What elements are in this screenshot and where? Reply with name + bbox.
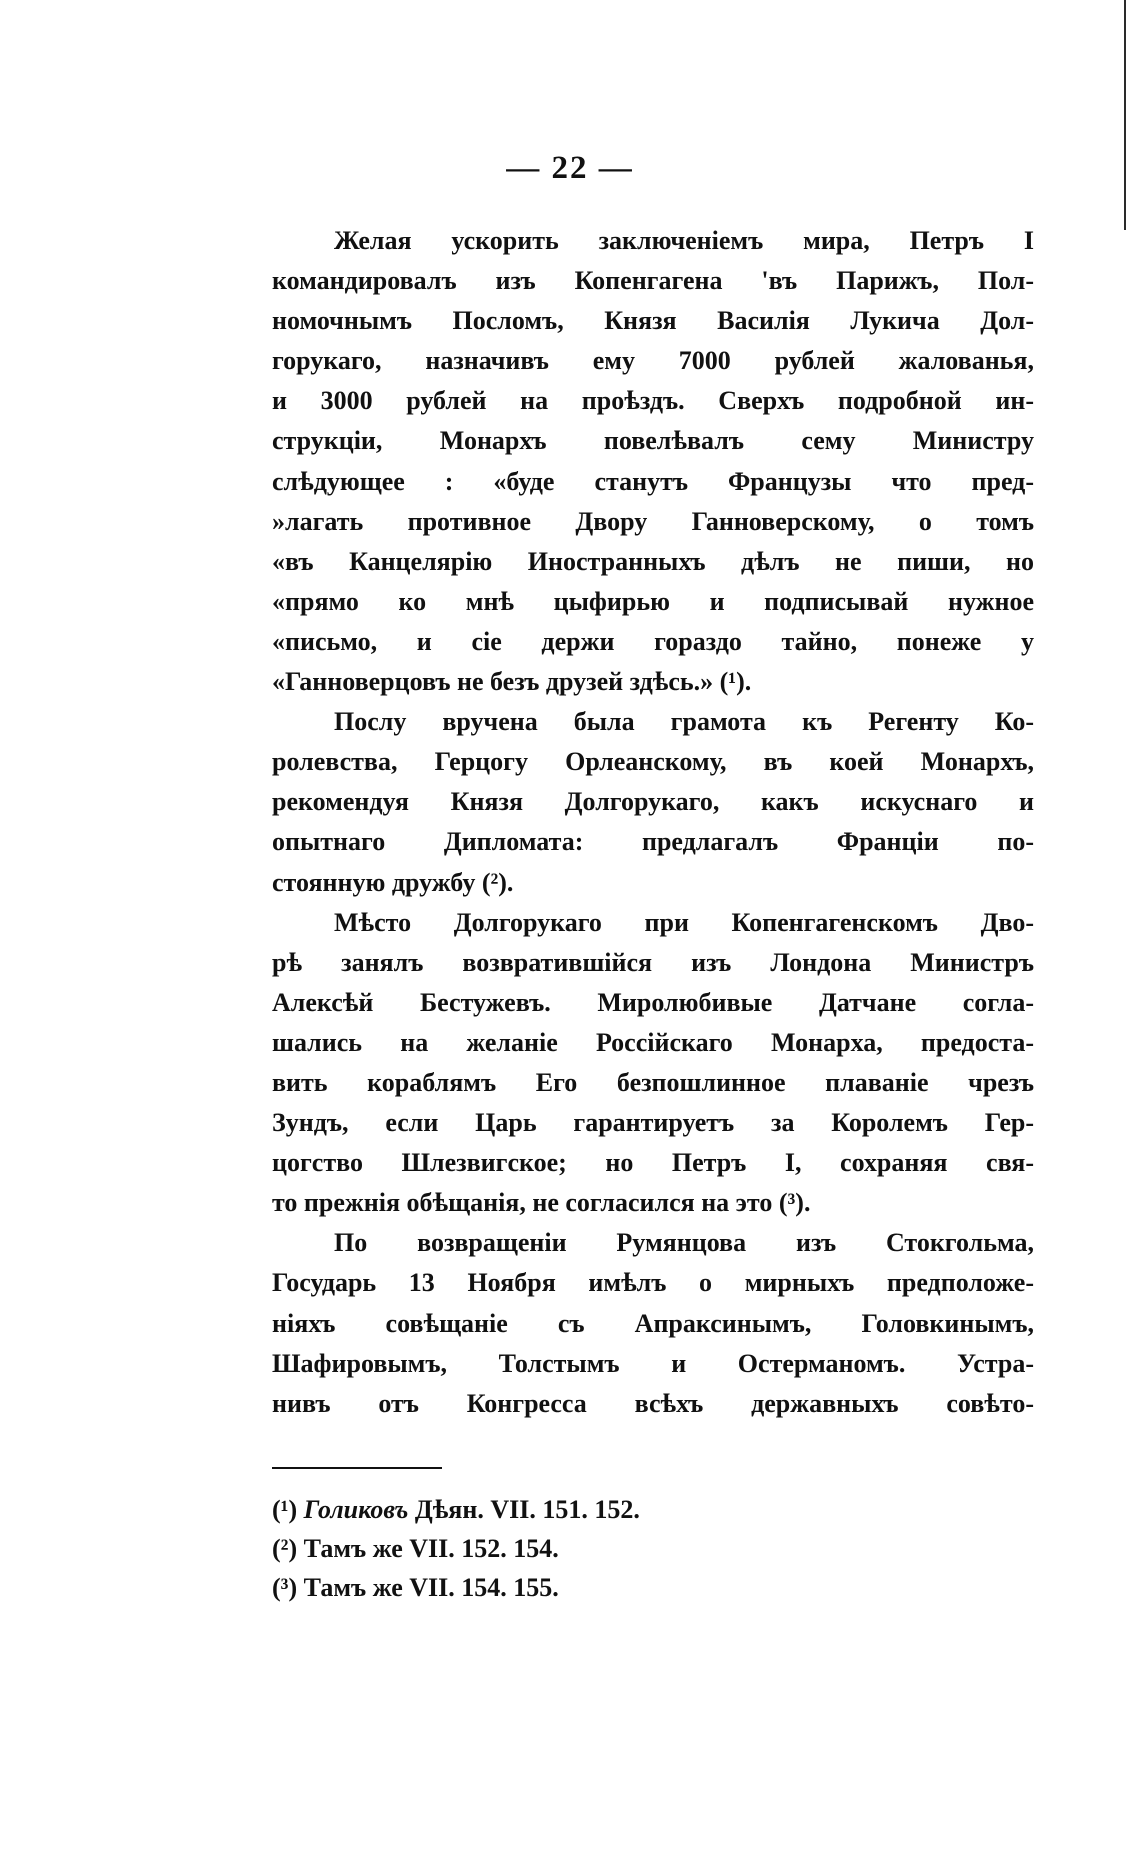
text-line: Зундъ, если Царь гарантируетъ за Королемъ Гер- bbox=[272, 1108, 1034, 1138]
text-line: Алексѣй Бестужевъ. Миролюбивые Датчане согла- bbox=[272, 987, 1034, 1017]
footnotes bbox=[272, 1490, 872, 1607]
text-line: рекомендуя Князя Долгорукаго, какъ искуснаго и bbox=[272, 787, 1034, 817]
text-line: «письмо, и сіе держи гораздо тайно, понеже у bbox=[272, 626, 1034, 656]
text-line: Мѣсто Долгорукаго при Копенгагенскомъ Дво- bbox=[334, 907, 1034, 937]
text-line: нивъ отъ Конгресса всѣхъ державныхъ совѣто- bbox=[272, 1388, 1034, 1418]
text-line: слѣдующее : «буде станутъ Французы что пред- bbox=[272, 466, 1034, 496]
text-line: «Ганноверцовъ не безъ друзей здѣсь.» (¹). bbox=[272, 667, 752, 697]
text-line: Послу вручена была грамота къ Регенту Ко- bbox=[334, 707, 1034, 737]
footnote-text: Дѣян. VII. 151. 152. bbox=[414, 1495, 640, 1524]
scan-edge-line bbox=[1124, 0, 1126, 230]
paragraph-2 bbox=[272, 702, 1034, 902]
text-line: Желая ускорить заключеніемъ мира, Петръ I bbox=[334, 226, 1034, 255]
text-line: Шафировымъ, Толстымъ и Остерманомъ. Устра- bbox=[272, 1348, 1034, 1378]
text-line: командировалъ изъ Копенгагена 'въ Парижъ, Пол- bbox=[272, 266, 1034, 296]
text-line: «прямо ко мнѣ цыфирью и подписывай нужное bbox=[272, 586, 1034, 616]
text-line: струкціи, Монархъ повелѣвалъ сему Министру bbox=[272, 426, 1034, 456]
footnote-mark: (³) bbox=[272, 1573, 298, 1602]
page-number: — 22 — bbox=[506, 150, 634, 186]
footnote-divider bbox=[272, 1467, 442, 1469]
footnote-mark: (²) bbox=[272, 1534, 298, 1563]
footnote-author: Голиковъ bbox=[303, 1495, 409, 1524]
text-line: и 3000 рублей на проѣздъ. Сверхъ подробной ин- bbox=[272, 386, 1034, 416]
text-line: ніяхъ совѣщаніе съ Апраксинымъ, Головкинымъ, bbox=[272, 1308, 1034, 1338]
text-line: опытнаго Дипломата: предлагалъ Франціи по- bbox=[272, 827, 1034, 857]
text-line: то прежнія обѣщанія, не согласился на это (³). bbox=[272, 1188, 811, 1218]
footnote-1 bbox=[272, 1490, 872, 1529]
text-line: Государь 13 Ноября имѣлъ о мирныхъ предположе- bbox=[272, 1268, 1034, 1298]
paragraph-4 bbox=[272, 1223, 1034, 1423]
text-line: шались на желаніе Россійскаго Монарха, предоста- bbox=[272, 1027, 1034, 1057]
footnote-3 bbox=[272, 1568, 872, 1607]
text-line: стоянную дружбу (²). bbox=[272, 867, 514, 897]
footnote-text: Тамъ же VII. 154. 155. bbox=[303, 1573, 559, 1602]
text-line: рѣ занялъ возвратившійся изъ Лондона Министръ bbox=[272, 947, 1034, 977]
footnote-2 bbox=[272, 1529, 872, 1568]
body-text bbox=[272, 221, 1034, 1424]
text-line: »лагать противное Двору Ганноверскому, о томъ bbox=[272, 506, 1034, 536]
text-line: цогство Шлезвигское; но Петръ I, сохраняя свя- bbox=[272, 1148, 1034, 1178]
text-line: По возвращеніи Румянцова изъ Стокгольма, bbox=[334, 1228, 1034, 1258]
footnote-mark: (¹) bbox=[272, 1495, 298, 1524]
paragraph-3 bbox=[272, 903, 1034, 1224]
text-line: горукаго, назначивъ ему 7000 рублей жалованья, bbox=[272, 346, 1034, 376]
text-line: «въ Канцелярію Иностранныхъ дѣлъ не пиши, но bbox=[272, 546, 1034, 576]
text-line: вить кораблямъ Его безпошлинное плаваніе чрезъ bbox=[272, 1067, 1034, 1097]
footnote-text: Тамъ же VII. 152. 154. bbox=[303, 1534, 559, 1563]
paragraph-1 bbox=[272, 221, 1034, 702]
text-line: ролевства, Герцогу Орлеанскому, въ коей Монархъ, bbox=[272, 747, 1034, 777]
text-line: номочнымъ Посломъ, Князя Василія Лукича Дол- bbox=[272, 306, 1034, 336]
